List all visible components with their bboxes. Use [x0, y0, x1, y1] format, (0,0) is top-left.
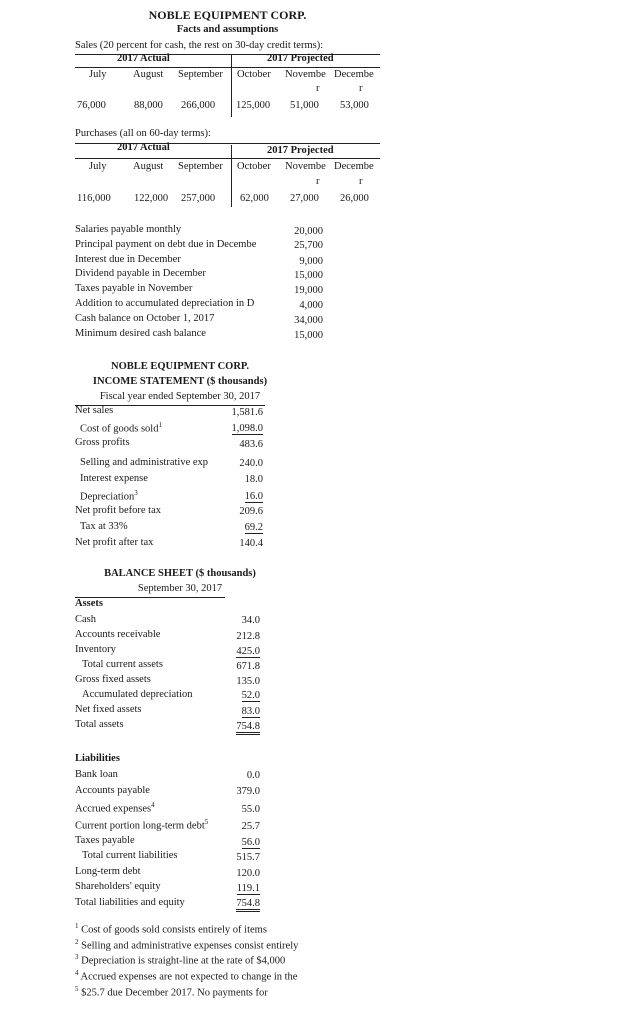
- assumption-label: Minimum desired cash balance: [75, 328, 206, 339]
- assumption-label: Principal payment on debt due in Decembe: [75, 239, 257, 250]
- purchases-value: 116,000: [77, 193, 111, 204]
- income-title: INCOME STATEMENT ($ thousands): [92, 376, 268, 387]
- company-title: NOBLE EQUIPMENT CORP.: [148, 8, 307, 22]
- sales-value: 53,000: [340, 100, 369, 111]
- income-value: 1,581.6: [231, 407, 263, 418]
- purchases-actual-label: 2017 Actual: [117, 142, 170, 153]
- sales-value: 76,000: [77, 100, 106, 111]
- income-label: Cost of goods sold$^1$: [80, 421, 162, 435]
- purchases-value: 122,000: [134, 193, 169, 204]
- assumption-label: Cash balance on October 1, 2017: [75, 313, 215, 324]
- asset-label: Inventory: [75, 644, 116, 655]
- income-value: 483.6: [239, 439, 263, 450]
- purchases-month: Decembe: [334, 161, 374, 172]
- asset-label: Accounts receivable: [75, 629, 161, 640]
- assumption-value: 25,700: [294, 240, 323, 251]
- sales-value: 51,000: [290, 100, 319, 111]
- sales-month: September: [178, 69, 223, 80]
- purchases-projected-label: 2017 Projected: [267, 145, 334, 156]
- asset-value: 754.8: [200, 721, 260, 732]
- asset-label: Cash: [75, 614, 96, 625]
- asset-label: Total current assets: [82, 659, 163, 670]
- purchases-value: 26,000: [340, 193, 369, 204]
- asset-value: 212.8: [236, 631, 260, 642]
- asset-value: 135.0: [236, 676, 260, 687]
- liability-value: 56.0: [241, 837, 260, 848]
- income-value: 69.2: [244, 522, 263, 533]
- liability-label: Current portion long-term debt$^5$: [75, 818, 209, 832]
- asset-label: Gross fixed assets: [75, 674, 151, 685]
- income-label: Interest expense: [80, 473, 148, 484]
- income-value: 18.0: [244, 474, 263, 485]
- balance-title: BALANCE SHEET ($ thousands): [104, 568, 256, 579]
- income-company: NOBLE EQUIPMENT CORP.: [111, 361, 249, 372]
- asset-value: 425.0: [236, 646, 260, 657]
- income-value: 240.0: [239, 458, 263, 469]
- liability-value: 379.0: [236, 786, 260, 797]
- footnote: $^3$ Depreciation is straight-line at the rate of $4,000: [75, 953, 286, 967]
- assumption-label: Salaries payable monthly: [75, 224, 182, 235]
- liability-value: 120.0: [236, 868, 260, 879]
- sales-month: October: [237, 69, 271, 80]
- sales-month: July: [89, 69, 107, 80]
- assumption-value: 4,000: [299, 300, 323, 311]
- liability-label: Bank loan: [75, 769, 118, 780]
- income-label: Net profit before tax: [75, 505, 162, 516]
- liability-value: 119.1: [236, 883, 260, 894]
- sales-month: August: [133, 69, 164, 80]
- purchases-value: 62,000: [240, 193, 269, 204]
- sales-month-tail: r: [316, 83, 320, 94]
- assumption-label: Interest due in December: [75, 254, 181, 265]
- income-label: Net sales: [75, 405, 114, 416]
- purchases-month: July: [89, 161, 107, 172]
- income-value: 1,098.0: [231, 423, 263, 434]
- assumption-value: 34,000: [294, 315, 323, 326]
- purchases-month: August: [133, 161, 164, 172]
- sales-month: Decembe: [334, 69, 374, 80]
- liability-value: 55.0: [241, 804, 260, 815]
- liability-value: 0.0: [246, 770, 260, 781]
- income-period: Fiscal year ended September 30, 2017: [99, 391, 261, 402]
- purchases-month: September: [178, 161, 223, 172]
- purchases-intro: Purchases (all on 60-day terms):: [75, 128, 211, 139]
- sales-value: 88,000: [134, 100, 163, 111]
- liability-value: 754.8: [200, 898, 260, 909]
- income-label: Gross profits: [75, 437, 130, 448]
- assumption-label: Dividend payable in December: [75, 268, 206, 279]
- assumption-label: Addition to accumulated depreciation in D: [75, 298, 255, 309]
- sales-value: 266,000: [181, 100, 216, 111]
- income-label: Net profit after tax: [75, 537, 154, 548]
- asset-value: 34.0: [241, 615, 260, 626]
- liability-label: Taxes payable: [75, 835, 135, 846]
- purchases-month: October: [237, 161, 271, 172]
- assumption-value: 15,000: [294, 270, 323, 281]
- footnote: $^2$ Selling and administrative expenses consist entirely: [75, 938, 299, 952]
- liability-label: Accounts payable: [75, 785, 150, 796]
- asset-label: Total assets: [75, 719, 124, 730]
- footnote: $^5$ $25.7 due December 2017. No payments for: [75, 985, 268, 999]
- assumption-value: 15,000: [294, 330, 323, 341]
- asset-value: 671.8: [236, 661, 260, 672]
- income-value: 209.6: [239, 506, 263, 517]
- purchases-month: Novembe: [285, 161, 326, 172]
- liability-label: Total liabilities and equity: [75, 897, 185, 908]
- income-label: Tax at 33%: [80, 521, 128, 532]
- liabilities-header: Liabilities: [75, 753, 120, 764]
- sales-month-tail: r: [359, 83, 363, 94]
- liability-label: Total current liabilities: [82, 850, 178, 861]
- sales-month: Novembe: [285, 69, 326, 80]
- purchases-month-tail: r: [316, 176, 320, 187]
- liability-value: 515.7: [236, 852, 260, 863]
- sales-projected-label: 2017 Projected: [267, 53, 334, 64]
- purchases-value: 257,000: [181, 193, 216, 204]
- sales-intro: Sales (20 percent for cash, the rest on 30-day credit terms):: [75, 40, 324, 51]
- income-value: 140.4: [239, 538, 263, 549]
- liability-value: 25.7: [241, 821, 260, 832]
- income-value: 16.0: [244, 491, 263, 502]
- sales-actual-label: 2017 Actual: [117, 53, 170, 64]
- asset-value: 83.0: [241, 706, 260, 717]
- assumption-value: 19,000: [294, 285, 323, 296]
- assumption-value: 9,000: [299, 256, 323, 267]
- liability-label: Shareholders' equity: [75, 881, 161, 892]
- facts-subtitle: Facts and assumptions: [176, 24, 279, 35]
- asset-value: 52.0: [241, 690, 260, 701]
- liability-label: Accrued expenses$^4$: [75, 801, 155, 815]
- purchases-month-tail: r: [359, 176, 363, 187]
- assets-header: Assets: [75, 598, 103, 609]
- income-label: Depreciation$^3$: [80, 489, 138, 503]
- footnote: $^4$ Accrued expenses are not expected to change in the: [75, 969, 298, 983]
- income-label: Selling and administrative exp: [80, 457, 209, 468]
- asset-label: Net fixed assets: [75, 704, 142, 715]
- assumption-value: 20,000: [294, 226, 323, 237]
- sales-value: 125,000: [236, 100, 271, 111]
- purchases-value: 27,000: [290, 193, 319, 204]
- liability-label: Long-term debt: [75, 866, 141, 877]
- balance-date: September 30, 2017: [137, 583, 223, 594]
- asset-label: Accumulated depreciation: [82, 689, 193, 700]
- footnote: $^1$ Cost of goods sold consists entirely of items: [75, 922, 267, 936]
- assumption-label: Taxes payable in November: [75, 283, 193, 294]
